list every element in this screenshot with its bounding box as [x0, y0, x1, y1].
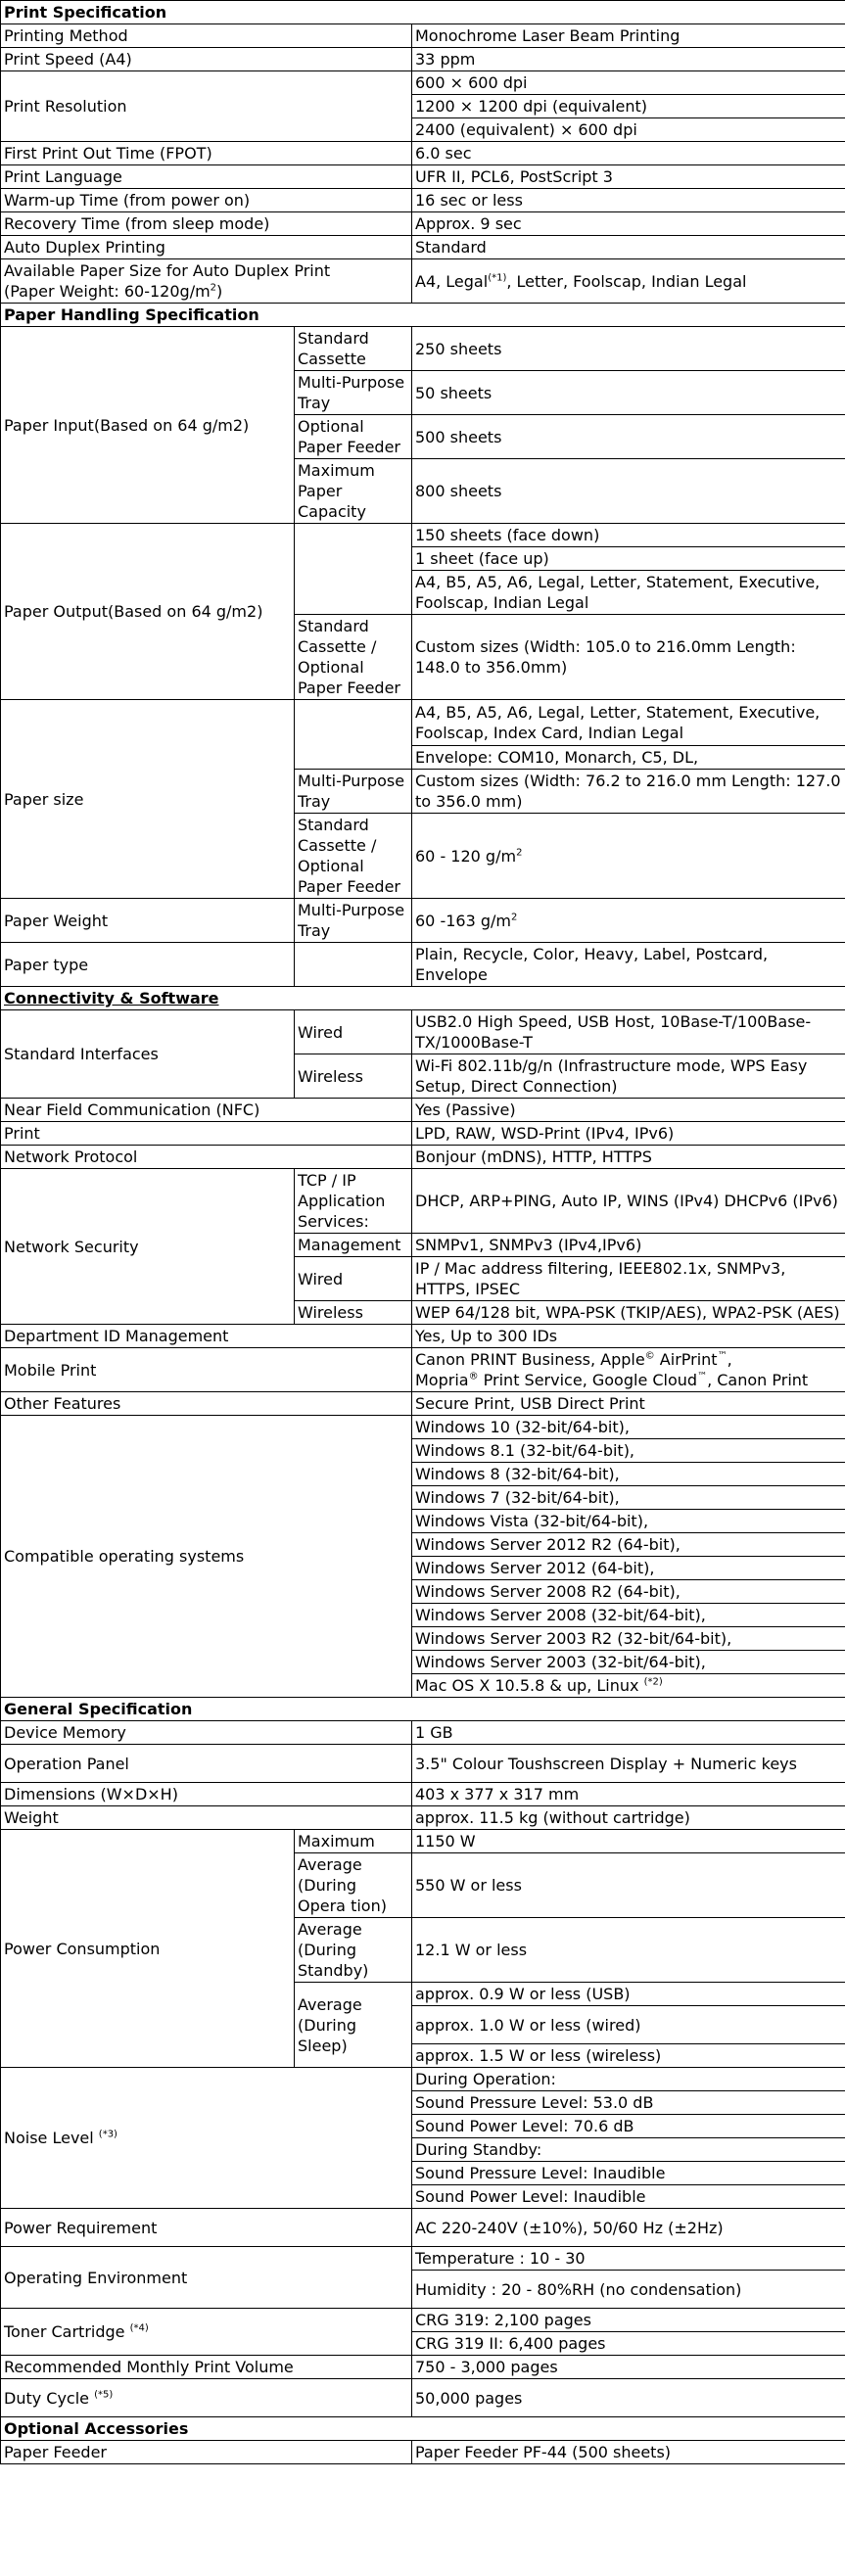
- row-value: Custom sizes (Width: 76.2 to 216.0 mm Length: 127.0 to 356.0 mm): [412, 770, 845, 814]
- row-value: [412, 259, 845, 304]
- row-label: [1, 2309, 412, 2356]
- row-sublabel-empty: [295, 700, 412, 770]
- row-sublabel: Average (During Opera tion): [295, 1853, 412, 1918]
- label-text: Toner Cartridge: [4, 2322, 130, 2341]
- row-value: UFR II, PCL6, PostScript 3: [412, 165, 845, 189]
- row-label: Printing Method: [1, 24, 412, 48]
- row-label: Auto Duplex Printing: [1, 236, 412, 259]
- row-label: [1, 2068, 412, 2209]
- row-sublabel: TCP / IP Application Services:: [295, 1169, 412, 1234]
- row-value: 12.1 W or less: [412, 1918, 845, 1983]
- value-part: Canon PRINT Business, Apple: [415, 1350, 645, 1369]
- row-value: 6.0 sec: [412, 142, 845, 165]
- row-label: Print Speed (A4): [1, 48, 412, 71]
- row-value: IP / Mac address filtering, IEEE802.1x, SNMPv3, HTTPS, IPSEC: [412, 1257, 845, 1301]
- footnote-ref: (*3): [98, 2129, 117, 2140]
- row-value: 403 x 377 x 317 mm: [412, 1783, 845, 1806]
- label-line: Available Paper Size for Auto Duplex Print: [4, 261, 331, 280]
- row-value: SNMPv1, SNMPv3 (IPv4,IPv6): [412, 1234, 845, 1257]
- row-sublabel: Multi-Purpose Tray: [295, 899, 412, 943]
- row-value: Custom sizes (Width: 105.0 to 216.0mm Length: 148.0 to 356.0mm): [412, 615, 845, 700]
- label-line: (Paper Weight: 60-120g/m: [4, 282, 211, 301]
- row-sublabel-empty: [295, 943, 412, 987]
- value-part: 60 - 120 g/m: [415, 846, 517, 866]
- superscript: ®: [468, 1371, 479, 1382]
- row-label: Paper Weight: [1, 899, 295, 943]
- row-label: Recovery Time (from sleep mode): [1, 212, 412, 236]
- value-part: Mopria: [415, 1371, 469, 1389]
- os-item: Windows Server 2008 R2 (64-bit),: [412, 1580, 845, 1604]
- superscript: ™: [717, 1350, 728, 1362]
- row-label: [1, 2379, 412, 2417]
- row-label: Paper type: [1, 943, 295, 987]
- row-label: Print Language: [1, 165, 412, 189]
- os-item: Windows 8 (32-bit/64-bit),: [412, 1463, 845, 1486]
- row-sublabel: Maximum: [295, 1830, 412, 1853]
- row-sublabel: Maximum Paper Capacity: [295, 459, 412, 524]
- row-label: Compatible operating systems: [1, 1416, 412, 1698]
- value-part: A4, Legal: [415, 271, 489, 291]
- row-sublabel: Wired: [295, 1257, 412, 1301]
- row-label: Dimensions (W×D×H): [1, 1783, 412, 1806]
- row-value: Sound Power Level: Inaudible: [412, 2185, 845, 2209]
- row-value: approx. 1.5 W or less (wireless): [412, 2044, 845, 2068]
- row-value: LPD, RAW, WSD-Print (IPv4, IPv6): [412, 1122, 845, 1146]
- row-value: [412, 814, 845, 899]
- row-sublabel: Standard Cassette: [295, 327, 412, 371]
- row-label: Paper Feeder: [1, 2441, 412, 2464]
- row-label: Recommended Monthly Print Volume: [1, 2356, 412, 2379]
- superscript: 2: [510, 912, 518, 923]
- section-heading-general: General Specification: [1, 1698, 845, 1721]
- row-value: Sound Pressure Level: Inaudible: [412, 2162, 845, 2185]
- row-value: 150 sheets (face down): [412, 524, 845, 547]
- footnote-ref: (*4): [129, 2322, 149, 2334]
- footnote-ref: (*2): [643, 1676, 663, 1688]
- row-value: Yes, Up to 300 IDs: [412, 1325, 845, 1348]
- row-value: Temperature : 10 - 30: [412, 2247, 845, 2271]
- footnote-ref: (*5): [94, 2389, 114, 2401]
- row-value: 1 sheet (face up): [412, 547, 845, 571]
- row-label: Network Security: [1, 1169, 295, 1325]
- value-part: Print Service, Google Cloud: [478, 1371, 698, 1389]
- row-sublabel: Standard Cassette / Optional Paper Feeder: [295, 814, 412, 899]
- row-label: Weight: [1, 1806, 412, 1830]
- row-value: 250 sheets: [412, 327, 845, 371]
- row-value: Yes (Passive): [412, 1099, 845, 1122]
- row-sublabel: Average (During Sleep): [295, 1983, 412, 2068]
- value-part: ,: [727, 1350, 732, 1369]
- row-label: Paper Input(Based on 64 g/m2): [1, 327, 295, 524]
- os-item: Windows 8.1 (32-bit/64-bit),: [412, 1439, 845, 1463]
- row-value: Bonjour (mDNS), HTTP, HTTPS: [412, 1146, 845, 1169]
- row-sublabel-empty: [295, 524, 412, 615]
- superscript: 2: [210, 282, 217, 294]
- row-label: Warm-up Time (from power on): [1, 189, 412, 212]
- superscript: ™: [697, 1371, 708, 1382]
- row-label: Near Field Communication (NFC): [1, 1099, 412, 1122]
- row-value: Sound Pressure Level: 53.0 dB: [412, 2091, 845, 2115]
- value-part: AirPrint: [654, 1350, 718, 1369]
- row-label: Print Resolution: [1, 71, 412, 142]
- row-label: Mobile Print: [1, 1348, 412, 1392]
- row-label: Network Protocol: [1, 1146, 412, 1169]
- row-value: Paper Feeder PF-44 (500 sheets): [412, 2441, 845, 2464]
- row-value: Secure Print, USB Direct Print: [412, 1392, 845, 1416]
- row-sublabel: Optional Paper Feeder: [295, 415, 412, 459]
- os-item: Windows Server 2012 R2 (64-bit),: [412, 1533, 845, 1557]
- row-value: Sound Power Level: 70.6 dB: [412, 2115, 845, 2138]
- row-value: 1200 × 1200 dpi (equivalent): [412, 95, 845, 118]
- label-text: Duty Cycle: [4, 2388, 95, 2408]
- row-value: 50 sheets: [412, 371, 845, 415]
- row-value: DHCP, ARP+PING, Auto IP, WINS (IPv4) DHCPv6 (IPv6): [412, 1169, 845, 1234]
- value-part: Mac OS X 10.5.8 & up, Linux: [415, 1676, 644, 1695]
- os-item: [412, 1674, 845, 1698]
- row-label: Operating Environment: [1, 2247, 412, 2309]
- row-value: 1150 W: [412, 1830, 845, 1853]
- row-value: 1 GB: [412, 1721, 845, 1745]
- value-part: , Canon Print: [707, 1371, 809, 1389]
- footnote-ref: (*1): [488, 272, 507, 284]
- row-value: Plain, Recycle, Color, Heavy, Label, Postcard, Envelope: [412, 943, 845, 987]
- row-label: Power Consumption: [1, 1830, 295, 2068]
- row-value: 50,000 pages: [412, 2379, 845, 2417]
- row-value: 2400 (equivalent) × 600 dpi: [412, 118, 845, 142]
- row-value: During Operation:: [412, 2068, 845, 2091]
- row-label: First Print Out Time (FPOT): [1, 142, 412, 165]
- os-item: Windows Vista (32-bit/64-bit),: [412, 1510, 845, 1533]
- row-value: USB2.0 High Speed, USB Host, 10Base-T/100Base-TX/1000Base-T: [412, 1010, 845, 1054]
- row-value: 800 sheets: [412, 459, 845, 524]
- row-value: A4, B5, A5, A6, Legal, Letter, Statement, Executive, Foolscap, Indian Legal: [412, 571, 845, 615]
- row-sublabel: Average (During Standby): [295, 1918, 412, 1983]
- row-value: AC 220-240V (±10%), 50/60 Hz (±2Hz): [412, 2209, 845, 2247]
- row-label: Other Features: [1, 1392, 412, 1416]
- row-value: Standard: [412, 236, 845, 259]
- row-value: 3.5" Colour Toushscreen Display + Numeric keys: [412, 1745, 845, 1783]
- row-value: 500 sheets: [412, 415, 845, 459]
- row-value: Monochrome Laser Beam Printing: [412, 24, 845, 48]
- section-heading-connectivity: Connectivity & Software: [1, 987, 845, 1010]
- superscript: 2: [516, 847, 523, 859]
- row-value: [412, 1348, 845, 1392]
- row-sublabel: Multi-Purpose Tray: [295, 770, 412, 814]
- os-item: Windows Server 2008 (32-bit/64-bit),: [412, 1604, 845, 1627]
- row-sublabel: Standard Cassette / Optional Paper Feeder: [295, 615, 412, 700]
- row-value: 600 × 600 dpi: [412, 71, 845, 95]
- os-item: Windows 7 (32-bit/64-bit),: [412, 1486, 845, 1510]
- row-label: Paper Output(Based on 64 g/m2): [1, 524, 295, 700]
- row-label: Paper size: [1, 700, 295, 899]
- row-value: approx. 11.5 kg (without cartridge): [412, 1806, 845, 1830]
- os-item: Windows 10 (32-bit/64-bit),: [412, 1416, 845, 1439]
- row-value: CRG 319 II: 6,400 pages: [412, 2332, 845, 2356]
- row-value: 16 sec or less: [412, 189, 845, 212]
- row-value: During Standby:: [412, 2138, 845, 2162]
- row-label: Print: [1, 1122, 412, 1146]
- row-label: Operation Panel: [1, 1745, 412, 1783]
- row-value: A4, B5, A5, A6, Legal, Letter, Statement, Executive, Foolscap, Index Card, Indian Legal: [412, 700, 845, 746]
- row-value: Envelope: COM10, Monarch, C5, DL,: [412, 746, 845, 770]
- value-part: , Letter, Foolscap, Indian Legal: [506, 271, 747, 291]
- section-heading-print: Print Specification: [1, 1, 845, 24]
- label-line-end: ): [216, 282, 223, 301]
- row-value: [412, 899, 845, 943]
- row-sublabel: Management: [295, 1234, 412, 1257]
- row-label: [1, 259, 412, 304]
- os-item: Windows Server 2003 R2 (32-bit/64-bit),: [412, 1627, 845, 1651]
- row-label: Device Memory: [1, 1721, 412, 1745]
- section-heading-paper: Paper Handling Specification: [1, 304, 845, 327]
- row-value: Humidity : 20 - 80%RH (no condensation): [412, 2271, 845, 2309]
- os-item: Windows Server 2012 (64-bit),: [412, 1557, 845, 1580]
- row-value: Approx. 9 sec: [412, 212, 845, 236]
- row-label: Department ID Management: [1, 1325, 412, 1348]
- row-sublabel: Wireless: [295, 1054, 412, 1099]
- row-value: approx. 1.0 W or less (wired): [412, 2006, 845, 2044]
- label-text: Noise Level: [4, 2129, 99, 2147]
- row-label: Standard Interfaces: [1, 1010, 295, 1099]
- row-sublabel: Wireless: [295, 1301, 412, 1325]
- row-label: Power Requirement: [1, 2209, 412, 2247]
- value-part: 60 -163 g/m: [415, 911, 511, 930]
- row-value: 33 ppm: [412, 48, 845, 71]
- row-value: WEP 64/128 bit, WPA-PSK (TKIP/AES), WPA2-PSK (AES): [412, 1301, 845, 1325]
- row-value: 550 W or less: [412, 1853, 845, 1918]
- section-heading-accessories: Optional Accessories: [1, 2417, 845, 2441]
- row-value: approx. 0.9 W or less (USB): [412, 1983, 845, 2006]
- row-value: 750 - 3,000 pages: [412, 2356, 845, 2379]
- row-sublabel: Multi-Purpose Tray: [295, 371, 412, 415]
- os-item: Windows Server 2003 (32-bit/64-bit),: [412, 1651, 845, 1674]
- superscript: ©: [644, 1350, 655, 1362]
- row-sublabel: Wired: [295, 1010, 412, 1054]
- row-value: Wi-Fi 802.11b/g/n (Infrastructure mode, WPS Easy Setup, Direct Connection): [412, 1054, 845, 1099]
- row-value: CRG 319: 2,100 pages: [412, 2309, 845, 2332]
